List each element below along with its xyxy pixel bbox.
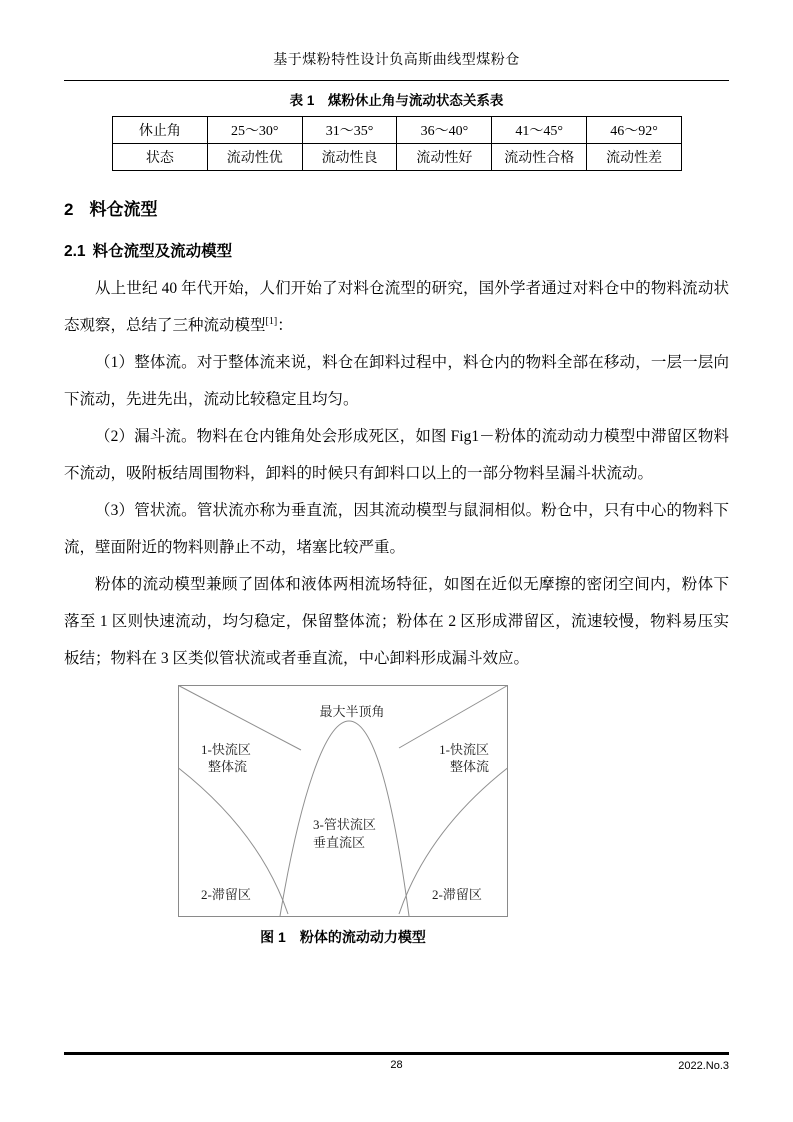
figure-box xyxy=(179,686,508,917)
boundary-line-left xyxy=(179,686,302,751)
footer-row xyxy=(64,1055,729,1075)
section-number: 2 xyxy=(64,199,74,219)
table-row-angle xyxy=(113,116,682,143)
page-footer xyxy=(64,1052,729,1075)
subsection-number: 2.1 xyxy=(64,243,86,261)
subsection-title: 料仓流型及流动模型 xyxy=(92,243,233,261)
paragraph-mass-flow: （1）整体流。对于整体流来说，料仓在卸料过程中，料仓内的物料全部在移动，一层一层向下流动，先进先出，流动比较稳定且均匀。 xyxy=(64,354,729,409)
table-cell: 流动性优 xyxy=(207,143,302,170)
table-cell: 休止角 xyxy=(113,116,208,143)
issue-label: 2022.No.3 xyxy=(678,1060,729,1072)
subsection-heading xyxy=(64,243,729,260)
repose-angle-table xyxy=(112,116,682,171)
boundary-line-right xyxy=(399,686,508,749)
zone2-left-label: 2-滞留区 xyxy=(201,887,251,903)
body-text xyxy=(64,270,729,677)
paragraph-flow-model: 粉体的流动模型兼顾了固体和液体两相流场特征，如图在近似无摩擦的密闭空间内，粉体下落至 1 区则快速流动，均匀稳定，保留整体流；粉体在 2 区形成滞留区，流速较慢，物料易压实板结；物料在 3 区类似管状流或者垂直流，中心卸料形成漏斗效应。 xyxy=(64,576,729,668)
table-cell: 46～92° xyxy=(587,116,682,143)
table-cell: 流动性良 xyxy=(302,143,397,170)
running-title: 基于煤粉特性设计负高斯曲线型煤粉仓 xyxy=(273,53,520,68)
max-half-apex-label: 最大半顶角 xyxy=(319,704,385,720)
table-caption: 表 1 煤粉休止角与流动状态关系表 xyxy=(289,93,504,108)
table-row-state xyxy=(113,143,682,170)
zone1-right-label-line1: 1-快流区 xyxy=(439,742,489,758)
zone1-left-label-line1: 1-快流区 xyxy=(201,742,251,758)
citation-superscript: [1] xyxy=(265,316,278,328)
table-cell: 流动性合格 xyxy=(492,143,587,170)
table-cell: 31～35° xyxy=(302,116,397,143)
table-cell: 36～40° xyxy=(397,116,492,143)
paragraph-intro-text: 从上世纪 40 年代开始，人们开始了对料仓流型的研究，国外学者通过对料仓中的物料流动状态观察，总结了三种流动模型 xyxy=(64,280,729,335)
table-cell: 流动性好 xyxy=(397,143,492,170)
section-title: 料仓流型 xyxy=(89,199,158,219)
zone3-label-line1: 3-管状流区 xyxy=(313,817,376,833)
zone1-right-label-line2: 整体流 xyxy=(449,759,489,775)
flow-model-figure xyxy=(178,685,508,944)
page-number: 28 xyxy=(390,1059,403,1071)
zone2-right-label: 2-滞留区 xyxy=(432,887,482,903)
paragraph-tubular-flow: （3）管状流。管状流亦称为垂直流，因其流动模型与鼠洞相似。粉仓中，只有中心的物料下流，壁面附近的物料则静止不动，堵塞比较严重。 xyxy=(64,502,729,557)
page-header xyxy=(64,0,729,81)
flow-model-diagram xyxy=(178,685,508,917)
section-heading xyxy=(64,201,729,220)
table-cell: 41～45° xyxy=(492,116,587,143)
zone3-label-line2: 垂直流区 xyxy=(313,835,366,851)
table-cell: 状态 xyxy=(113,143,208,170)
table-cell: 25～30° xyxy=(207,116,302,143)
table-cell: 流动性差 xyxy=(587,143,682,170)
paragraph-intro xyxy=(64,270,729,344)
paragraph-intro-colon: ： xyxy=(277,317,293,335)
figure-caption: 图 1 粉体的流动动力模型 xyxy=(260,929,426,946)
paragraph-funnel-flow: （2）漏斗流。物料在仓内锥角处会形成死区，如图 Fig1－粉体的流动动力模型中滞留区物料不流动，吸附板结周围物料，卸料的时候只有卸料口以上的一部分物料呈漏斗状流动。 xyxy=(64,428,729,483)
zone1-left-label-line2: 整体流 xyxy=(208,759,248,775)
